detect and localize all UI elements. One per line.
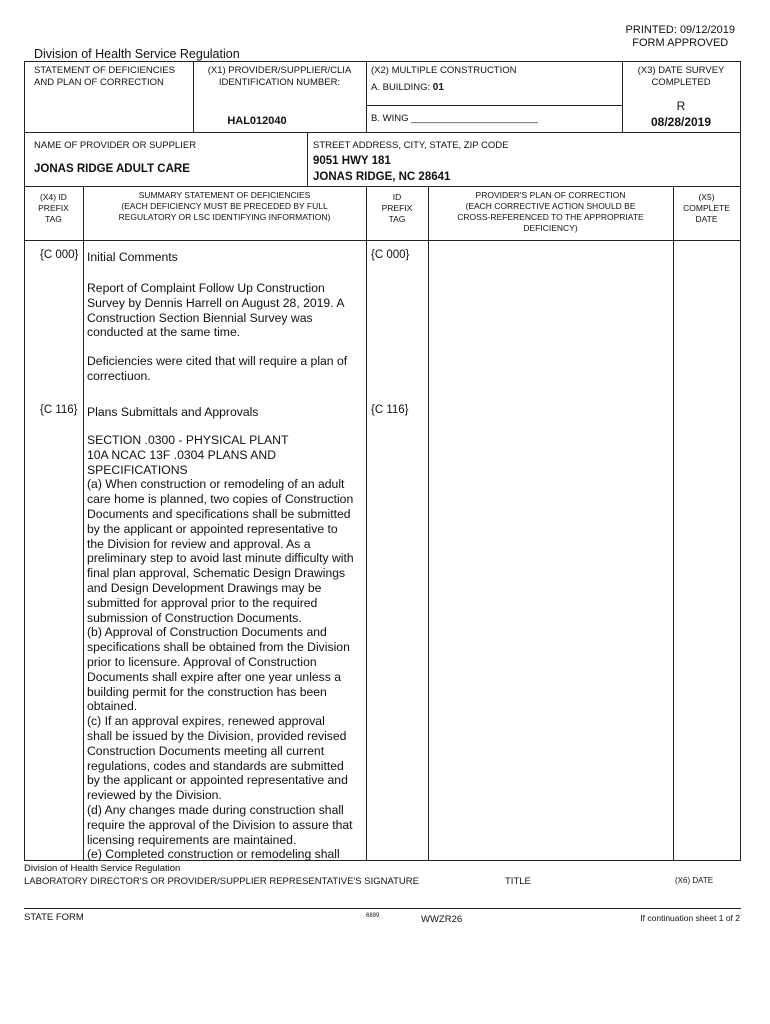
footer-agency: Division of Health Service Regulation: [24, 863, 181, 874]
divider: [24, 132, 741, 133]
agency-title: Division of Health Service Regulation: [34, 47, 240, 61]
event-id: WWZR26: [421, 914, 463, 925]
prefix-tag: {C 000}: [40, 249, 79, 261]
provider-name-label: NAME OF PROVIDER OR SUPPLIER: [34, 140, 197, 151]
x1-value: HAL012040: [227, 115, 287, 127]
paragraph-deficiencies: Deficiencies were cited that will require a plan of correctiuon.: [87, 354, 348, 383]
building-value: 01: [432, 82, 444, 93]
building-label: A. BUILDING:: [371, 82, 431, 93]
provider-name: JONAS RIDGE ADULT CARE: [34, 163, 190, 175]
entry-title: Initial Comments: [87, 250, 178, 264]
paragraph-regulation: SECTION .0300 - PHYSICAL PLANT 10A NCAC 13F .0304 PLANS AND SPECIFICATIONS (a) When construction or remodeling of an adult care home is planned, two copies of Construction Documents and specifications shall be submitted by the applicant or appointed representative to the Division for review and approval. As a preliminary step to avoid last minute difficulty with final plan approval, Schematic Design Drawings and Design Development Drawings may be submitted for approval prior to the required submission of Construction Documents. (b) Approval of Construction Documents and specifications shall be obtained from the Division prior to licensure. Approval of Construction Documents shall expire after one year unless a building permit for the construction has been obtained. (c) If an approval expires, renewed approval shall be issued by the Division, provided revised Construction Documents meeting all current regulations, codes and standards are submitted by the applicant or appointed representative and reviewed by the Division. (d) Any changes made during construction shall require the approval of the Division to assure that licensing requirements are maintained. (e) Completed construction or remodeling shall: [87, 433, 354, 862]
form-approved: FORM APPROVED: [632, 37, 729, 49]
id-prefix-tag: {C 116}: [371, 404, 409, 416]
col-header-id: ID PREFIX TAG: [381, 192, 413, 224]
title-label: TITLE: [505, 876, 531, 887]
continuation: If continuation sheet 1 of 2: [640, 913, 740, 923]
x3-label: (X3) DATE SURVEY COMPLETED: [637, 65, 725, 88]
left-border: [24, 61, 25, 861]
date-label: (X6) DATE: [675, 876, 714, 885]
print-info: [626, 24, 735, 50]
address-line1: 9051 HWY 181: [313, 155, 391, 167]
state-form: STATE FORM: [24, 912, 84, 923]
divider: [24, 240, 741, 241]
id-prefix-tag: {C 000}: [371, 249, 410, 261]
x1-label: (X1) PROVIDER/SUPPLIER/CLIA IDENTIFICATION NUMBER:: [207, 65, 352, 88]
address-label: STREET ADDRESS, CITY, STATE, ZIP CODE: [313, 140, 509, 151]
paragraph-report: Report of Complaint Follow Up Construction Survey by Dennis Harrell on August 28, 2019. A Construction Section Biennial Survey was conducted at the same time.: [87, 281, 345, 340]
divider: [24, 186, 741, 187]
col-divider: [83, 186, 84, 861]
prefix-tag: {C 116}: [40, 404, 78, 416]
entry-title: Plans Submittals and Approvals: [87, 405, 259, 419]
printed-date: PRINTED: 09/12/2019: [625, 24, 735, 36]
right-border: [740, 61, 741, 861]
col-divider: [366, 186, 367, 861]
top-border: [24, 61, 741, 62]
x2-label: (X2) MULTIPLE CONSTRUCTION: [371, 65, 517, 76]
building-row: [371, 82, 444, 93]
col-header-x4: (X4) ID PREFIX TAG: [38, 192, 69, 224]
address-line2: JONAS RIDGE, NC 28641: [313, 171, 451, 183]
col-header-plan: PROVIDER'S PLAN OF CORRECTION (EACH CORRECTIVE ACTION SHOULD BE CROSS-REFERENCED TO THE APPROPRIATE DEFICIENCY): [457, 190, 644, 233]
footer-line: [24, 908, 741, 909]
divider: [366, 105, 622, 106]
x3-date: 08/28/2019: [650, 115, 712, 129]
divider: [366, 61, 367, 133]
col-header-x5: (X5) COMPLETE DATE: [683, 192, 730, 224]
wing-label: B. WING ________________________: [371, 113, 538, 124]
divider: [307, 132, 308, 187]
signature-label: LABORATORY DIRECTOR'S OR PROVIDER/SUPPLIER REPRESENTATIVE'S SIGNATURE: [24, 876, 419, 887]
form-number: 6899: [366, 913, 380, 919]
col-header-summary: SUMMARY STATEMENT OF DEFICIENCIES (EACH DEFICIENCY MUST BE PRECEDED BY FULL REGULATORY OR LSC IDENTIFYING INFORMATION): [118, 190, 331, 222]
col-divider: [673, 186, 674, 861]
x3-r: R: [676, 99, 686, 113]
col-divider: [428, 186, 429, 861]
statement-label: STATEMENT OF DEFICIENCIES AND PLAN OF CORRECTION: [34, 65, 175, 88]
